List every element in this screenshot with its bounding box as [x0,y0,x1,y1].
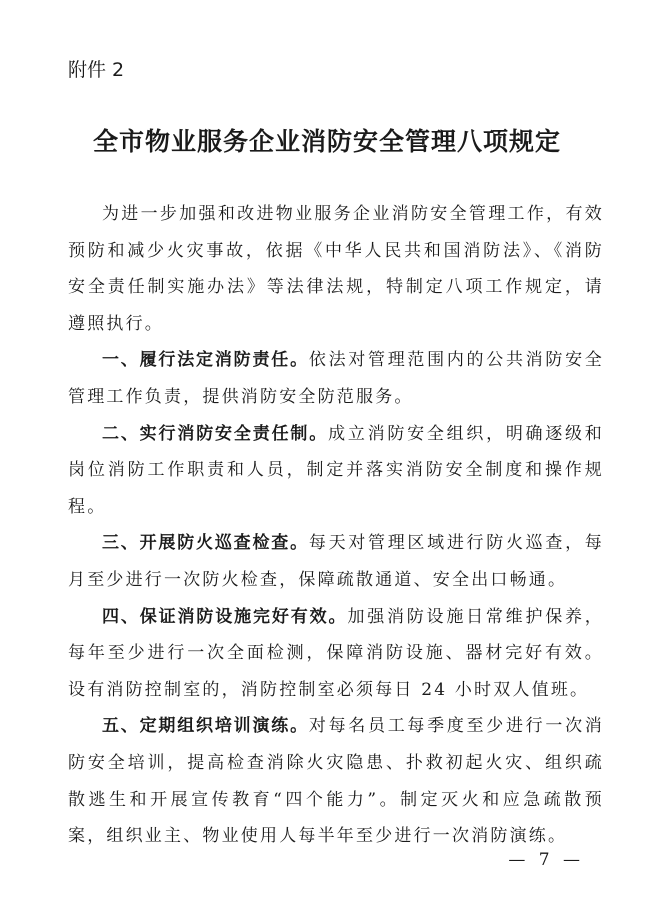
rule-paragraph-4 [68,599,604,709]
rule-paragraph-3 [68,525,604,598]
attachment-label: 附件 2 [68,59,125,81]
rule-paragraph-2 [68,416,604,526]
rule-text-4: 加强消防设施日常维护保养，每年至少进行一次全面检测，保障消防设施、器材完好有效。设有消防控制室的，消防控制室必须每日 24 小时双人值班。 [68,606,604,700]
rule-heading-5: 五、定期组织培训演练。 [102,716,309,737]
rule-text-2: 成立消防安全组织，明确逐级和岗位消防工作职责和人员，制定并落实消防安全制度和操作规程。 [68,423,604,517]
rule-text-3: 每天对管理区域进行防火巡查，每月至少进行一次防火检查，保障疏散通道、安全出口畅通。 [68,533,604,590]
rule-paragraph-1 [68,342,604,415]
rule-text-1: 依法对管理范围内的公共消防安全管理工作负责，提供消防安全防范服务。 [68,350,604,407]
rule-heading-2: 二、实行消防安全责任制。 [102,423,329,444]
rule-text-5: 对每名员工每季度至少进行一次消防安全培训，提高检查消除火灾隐患、扑救初起火灾、组织疏散逃生和开展宣传教育“四个能力”。制定灭火和应急疏散预案，组织业主、物业使用人每半年至少进行一次消防演练。 [68,716,604,847]
rule-heading-4: 四、保证消防设施完好有效。 [102,606,348,627]
intro-paragraph: 为进一步加强和改进物业服务企业消防安全管理工作，有效预防和减少火灾事故，依据《中华人民共和国消防法》、《消防安全责任制实施办法》等法律法规，特制定八项工作规定，请遵照执行。 [68,204,604,334]
document-title: 全市物业服务企业消防安全管理八项规定 [92,127,561,156]
rule-paragraph-5 [68,708,604,854]
document-body [68,196,604,855]
page-number: — 7 — [508,850,584,870]
rule-heading-3: 三、开展防火巡查检查。 [102,533,309,554]
rule-heading-1: 一、履行法定消防责任。 [102,350,309,371]
